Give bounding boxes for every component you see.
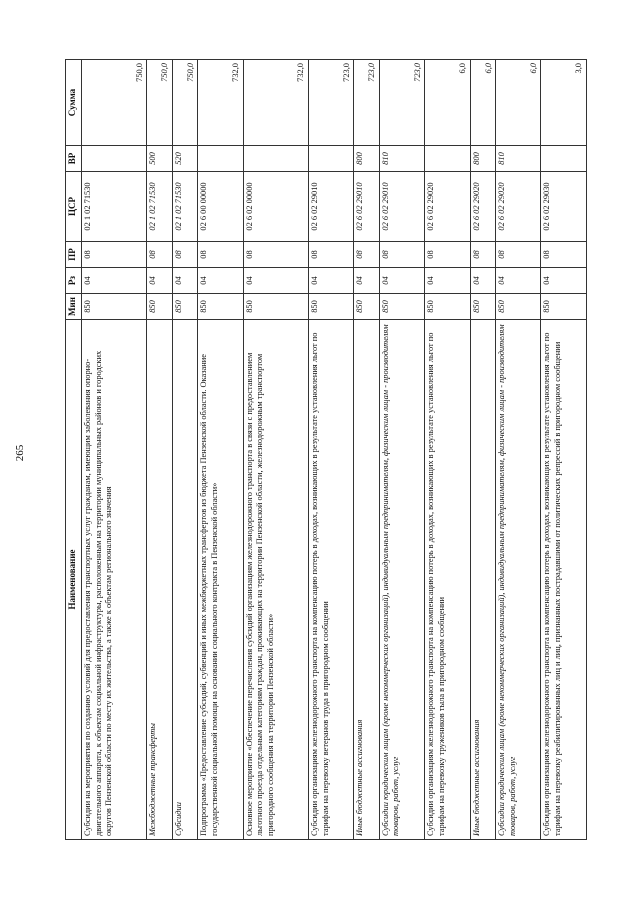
row-name: Субсидии организациям железнодорожного транспорта на компенсацию потерь в доходах, возникающих в результате установления льгот по тарифам на перевозку реабилитированных лиц и лиц, признанных пострадавшими от политических репрессий в пригородном сообщении [541, 320, 587, 840]
header-sum: Сумма [66, 60, 82, 146]
row-rz: 04 [496, 268, 541, 294]
row-vr [82, 146, 147, 172]
row-rz: 04 [541, 268, 587, 294]
row-rz: 04 [379, 268, 424, 294]
row-pr: 08 [198, 242, 243, 268]
row-sum: 723,0 [308, 60, 353, 146]
row-name: Основное мероприятие «Обеспечение перечисления субсидий организациям железнодорожного транспорта в связи с предоставлением льготного проезда отдельным категориям граждан, проживающих на территории Пензенской области, железнодорожным транспортом пригородного сообщения на территории Пензенской области» [243, 320, 308, 840]
row-rz: 04 [147, 268, 173, 294]
row-rz: 04 [308, 268, 353, 294]
row-min: 850 [379, 294, 424, 320]
row-vr: 800 [470, 146, 496, 172]
row-sum: 6,0 [425, 60, 470, 146]
row-rz: 04 [425, 268, 470, 294]
row-rz: 04 [198, 268, 243, 294]
row-vr [243, 146, 308, 172]
row-rz: 04 [470, 268, 496, 294]
row-csr: 02 6 00 00000 [198, 172, 243, 242]
row-csr: 02 6 02 29020 [425, 172, 470, 242]
row-csr: 02 6 02 29010 [354, 172, 380, 242]
header-rz: Рз [66, 268, 82, 294]
row-min: 850 [308, 294, 353, 320]
row-csr: 02 6 02 29030 [541, 172, 587, 242]
row-rz: 04 [243, 268, 308, 294]
budget-table [65, 59, 587, 840]
row-name: Субсидии юридическим лицам (кроме некоммерческих организаций), индивидуальным предпринимателям, физическим лицам - производителям товаров, работ, услуг [496, 320, 541, 840]
row-name: Межбюджетные трансферты [147, 320, 173, 840]
header-vr: ВР [66, 146, 82, 172]
row-csr: 02 1 02 71530 [147, 172, 173, 242]
row-vr: 810 [496, 146, 541, 172]
row-pr: 08 [354, 242, 380, 268]
row-name: Подпрограмма «Предоставление субсидий, субвенций и иных межбюджетных трансфертов из бюджета Пензенской области. Оказание государственной социальной помощи на основании социального контракта в Пензенской области» [198, 320, 243, 840]
row-sum: 3,0 [541, 60, 587, 146]
row-sum: 723,0 [354, 60, 380, 146]
header-min: Мин [66, 294, 82, 320]
row-vr [198, 146, 243, 172]
row-vr [308, 146, 353, 172]
row-csr: 02 1 02 71530 [172, 172, 198, 242]
table-row [425, 60, 470, 840]
row-vr [541, 146, 587, 172]
row-csr: 02 1 02 71530 [82, 172, 147, 242]
row-pr: 08 [379, 242, 424, 268]
row-min: 850 [147, 294, 173, 320]
row-pr: 08 [541, 242, 587, 268]
row-min: 850 [198, 294, 243, 320]
row-sum: 750,0 [82, 60, 147, 146]
row-sum: 723,0 [379, 60, 424, 146]
row-vr [425, 146, 470, 172]
row-name: Иные бюджетные ассигнования [354, 320, 380, 840]
table-row [379, 60, 424, 840]
row-rz: 04 [172, 268, 198, 294]
table-row [308, 60, 353, 840]
row-pr: 08 [308, 242, 353, 268]
row-csr: 02 6 02 00000 [243, 172, 308, 242]
table-row [496, 60, 541, 840]
row-sum: 6,0 [496, 60, 541, 146]
row-name: Субсидии на мероприятия по созданию условий для предоставления транспортных услуг гражданам, имеющим заболевания опорно-двигательного аппарата, к объектам социальной инфраструктуры, расположенным на территории муниципальных районов и городских округов Пензенской области по месту их жительства, а также к объектам регионального значения [82, 320, 147, 840]
row-pr: 08 [470, 242, 496, 268]
row-name: Субсидии организациям железнодорожного транспорта на компенсацию потерь в доходах, возникающих в результате установления льгот по тарифам на перевозку тружеников тыла в пригородном сообщении [425, 320, 470, 840]
row-sum: 732,0 [198, 60, 243, 146]
page-number: 265 [14, 444, 26, 462]
row-pr: 08 [147, 242, 173, 268]
table-header-row [66, 60, 82, 840]
row-min: 850 [425, 294, 470, 320]
row-name: Иные бюджетные ассигнования [470, 320, 496, 840]
row-vr: 520 [172, 146, 198, 172]
row-vr: 500 [147, 146, 173, 172]
row-vr: 800 [354, 146, 380, 172]
row-pr: 08 [425, 242, 470, 268]
row-name: Субсидии [172, 320, 198, 840]
row-sum: 732,0 [243, 60, 308, 146]
row-rz: 04 [354, 268, 380, 294]
row-sum: 750,0 [172, 60, 198, 146]
row-csr: 02 6 02 29010 [379, 172, 424, 242]
row-csr: 02 6 02 29010 [308, 172, 353, 242]
table-row [147, 60, 173, 840]
row-name: Субсидии юридическим лицам (кроме некоммерческих организаций), индивидуальным предпринимателям, физическим лицам - производителям товаров, работ, услуг [379, 320, 424, 840]
row-csr: 02 6 02 29020 [496, 172, 541, 242]
row-min: 850 [243, 294, 308, 320]
row-rz: 04 [82, 268, 147, 294]
row-pr: 08 [172, 242, 198, 268]
row-min: 850 [354, 294, 380, 320]
row-min: 850 [82, 294, 147, 320]
row-min: 850 [172, 294, 198, 320]
row-name: Субсидии организациям железнодорожного транспорта на компенсацию потерь в доходах, возникающих в результате установления льгот по тарифам на перевозку ветеранов труда в пригородном сообщении [308, 320, 353, 840]
row-csr: 02 6 02 29020 [470, 172, 496, 242]
table-row [354, 60, 380, 840]
table-row [198, 60, 243, 840]
row-min: 850 [541, 294, 587, 320]
row-pr: 08 [496, 242, 541, 268]
header-pr: ПР [66, 242, 82, 268]
row-sum: 6,0 [470, 60, 496, 146]
budget-table-rotated [65, 60, 587, 840]
table-row [172, 60, 198, 840]
table-row [541, 60, 587, 840]
header-name: Наименование [66, 320, 82, 840]
row-min: 850 [470, 294, 496, 320]
table-row [82, 60, 147, 840]
table-row [243, 60, 308, 840]
table-row [470, 60, 496, 840]
header-csr: ЦСР [66, 172, 82, 242]
row-sum: 750,0 [147, 60, 173, 146]
row-pr: 08 [82, 242, 147, 268]
row-pr: 08 [243, 242, 308, 268]
row-vr: 810 [379, 146, 424, 172]
row-min: 850 [496, 294, 541, 320]
